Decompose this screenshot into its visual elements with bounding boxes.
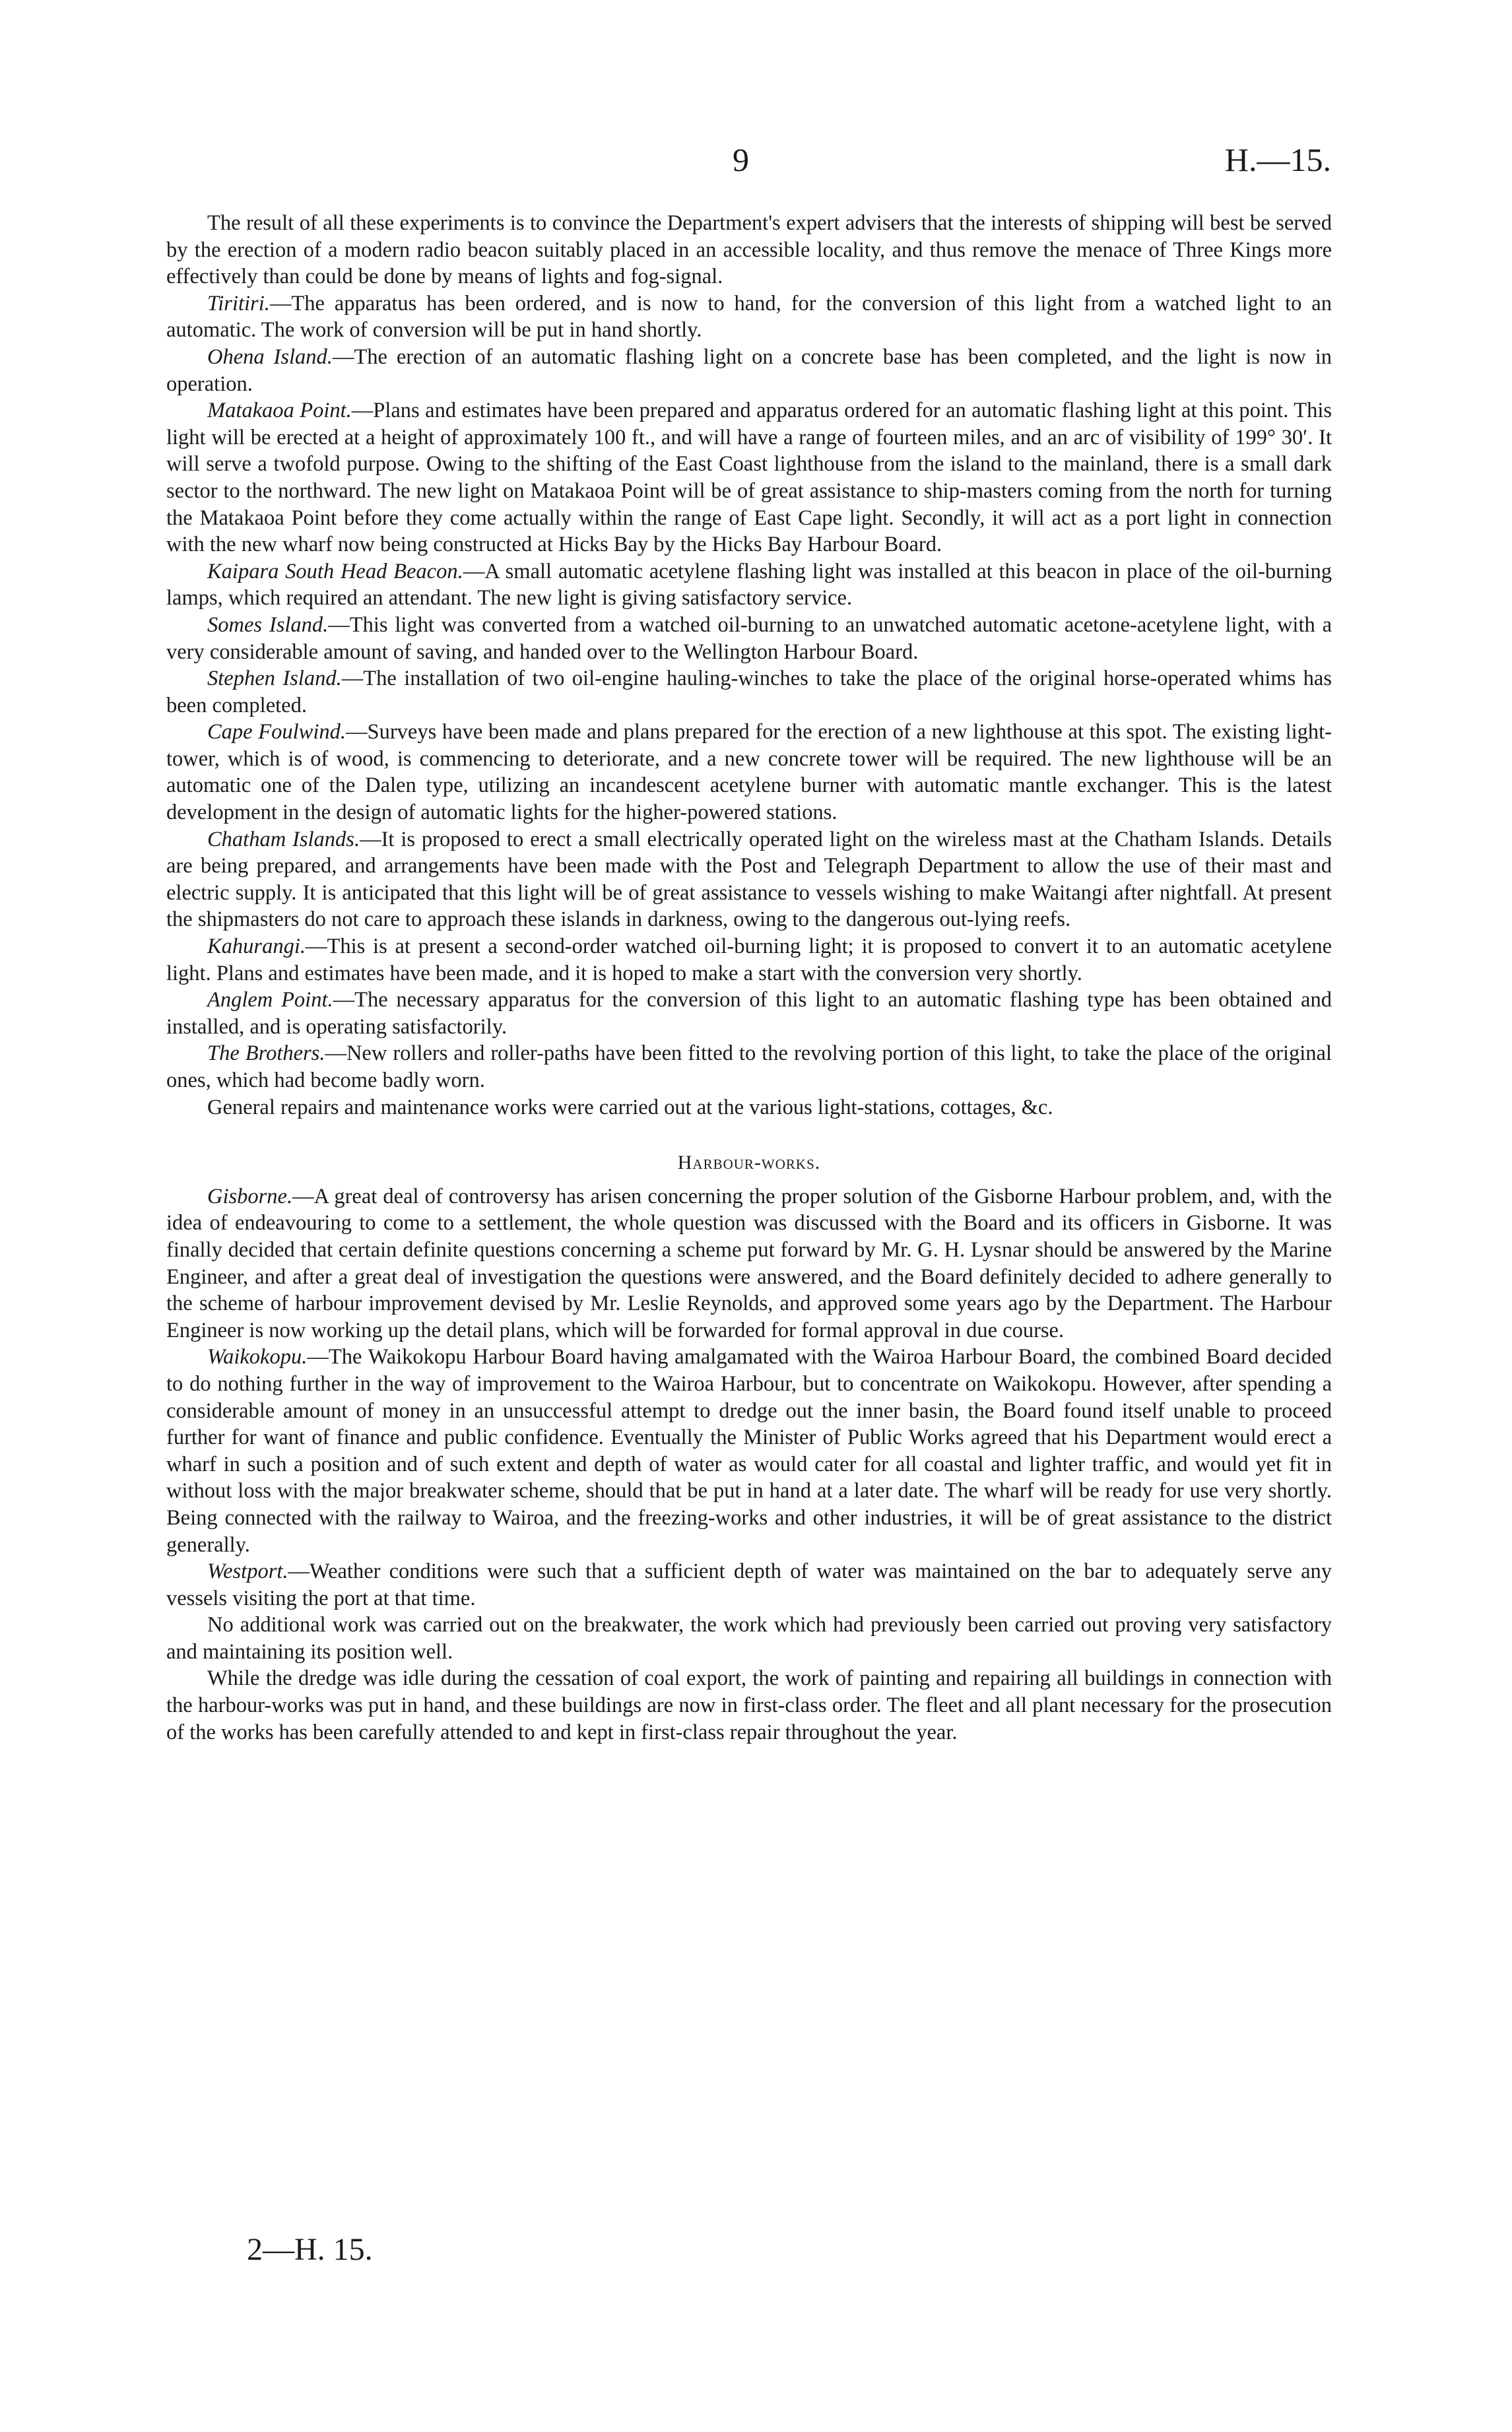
paragraph	[166, 1094, 1332, 1121]
paragraph-text: —A great deal of controversy has arisen concerning the proper solution of the Gisborne Harbour problem, and, with the idea of endeavouring to come to a settlement, the whole question was discussed with the Board and its officers in Gisborne. It was finally decided that certain definite questions concerning a scheme put forward by Mr. G. H. Lysnar should be answered by the Marine Engineer, and after a great deal of investigation the questions were answered, and the Board definitely decided to adhere generally to the scheme of harbour improvement devised by Mr. Leslie Reynolds, and approved some years ago by the Department. The Harbour Engineer is now working up the detail plans, which will be forwarded for formal approval in due course.	[166, 1184, 1332, 1342]
paragraph	[166, 1665, 1332, 1746]
paragraph-lead: Somes Island.	[207, 612, 329, 637]
paragraph-lead: Matakaoa Point.	[207, 399, 352, 423]
paragraph-text: While the dredge was idle during the cessation of coal export, the work of painting and repairing all buildings in connection with the harbour-works was put in hand, and these buildings are now in first-class order. The fleet and all plant necessary for the prosecution of the works has been carefully attended to and kept in first-class repair throughout the year.	[166, 1666, 1332, 1744]
paragraph-lead: Anglem Point.	[207, 988, 333, 1012]
paragraph-lead: Tiritiri.	[207, 291, 270, 315]
paragraph-text: —It is proposed to erect a small electrically operated light on the wireless mast at the Chatham Islands. Details are being prepared, and arrangements have been made with the Post and Telegraph Department to allow the use of their mast and electric supply. It is anticipated that this light will be of great assistance to vessels wishing to make Waitangi after nightfall. At present the shipmasters do not care to approach these islands in darkness, owing to the dangerous out-lying reefs.	[166, 827, 1332, 932]
harbour-works-section	[166, 1183, 1332, 1746]
paragraph	[166, 558, 1332, 612]
paragraph	[166, 612, 1332, 665]
paragraph-lead: Ohena Island.	[207, 345, 333, 369]
paragraph-text: No additional work was carried out on the breakwater, the work which had previously been carried out proving very satisfactory and maintaining its position well.	[166, 1613, 1332, 1664]
paragraph-text: —The Waikokopu Harbour Board having amalgamated with the Wairoa Harbour Board, the combined Board decided to do nothing further in the way of improvement to the Wairoa Harbour, but to concentrate on Waikokopu. However, after spending a considerable amount of money in an unsuccessful attempt to dredge out the inner basin, the Board found itself unable to proceed further for want of finance and public confidence. Eventually the Minister of Public Works agreed that his Department would erect a wharf in such a position and of such extent and depth of water as would cater for all coastal and lighter traffic, and would yet fit in without loss with the major breakwater scheme, should that be put in hand at a later date. The wharf will be ready for use very shortly. Being connected with the railway to Wairoa, and the freezing-works and other industries, it will be of great assistance to the district generally.	[166, 1345, 1332, 1557]
paragraph-text: —The installation of two oil-engine hauling-winches to take the place of the original horse-operated whims has been completed.	[166, 667, 1332, 717]
paragraph	[166, 1183, 1332, 1344]
paragraph-text: —The erection of an automatic flashing light on a concrete base has been completed, and the light is now in operation.	[166, 345, 1332, 396]
paragraph-lead: Waikokopu.	[207, 1345, 308, 1369]
paragraph-lead: Gisborne.	[207, 1184, 293, 1208]
paragraph	[166, 1612, 1332, 1665]
page-footer: 2—H. 15.	[247, 2232, 373, 2267]
paragraph-text: —The apparatus has been ordered, and is now to hand, for the conversion of this light from a watched light to an automatic. The work of conversion will be put in hand shortly.	[166, 291, 1332, 343]
paragraph	[166, 933, 1332, 987]
paragraph	[166, 719, 1332, 826]
paragraph-lead: Westport.	[207, 1560, 288, 1584]
paragraph-text: —This light was converted from a watched oil-burning to an unwatched automatic acetone-acetylene light, with a very considerable amount of saving, and handed over to the Wellington Harbour Board.	[166, 612, 1332, 664]
document-reference: H.—15.	[1224, 141, 1331, 178]
paragraph-text: —This is at present a second-order watched oil-burning light; it is proposed to convert it to an automatic acetylene light. Plans and estimates have been made, and it is hoped to make a start with the conversion very shortly.	[166, 935, 1332, 985]
paragraph	[166, 826, 1332, 933]
paragraph-lead: Kahurangi.	[207, 935, 306, 959]
paragraph-text: —A small automatic acetylene flashing light was installed at this beacon in place of the oil-burning lamps, which required an attendant. The new light is giving satisfactory service.	[166, 559, 1332, 610]
paragraph-text: The result of all these experiments is to convince the Department's expert advisers that the interests of shipping will best be served by the erection of a modern radio beacon suitably placed in an accessible locality, and thus remove the menace of Three Kings more effectively than could be done by means of lights and fog-signal.	[166, 211, 1332, 289]
paragraph	[166, 344, 1332, 397]
paragraph-lead: The Brothers.	[207, 1041, 325, 1066]
paragraph-lead: Kaipara South Head Beacon.	[207, 559, 463, 583]
paragraph-text: General repairs and maintenance works were carried out at the various light-stations, cottages, &c.	[207, 1095, 1053, 1119]
paragraph-lead: Stephen Island.	[207, 667, 342, 691]
paragraph-text: —The necessary apparatus for the conversion of this light to an automatic flashing type has been obtained and installed, and is operating satisfactorily.	[166, 988, 1332, 1039]
paragraph-lead: Chatham Islands.	[207, 827, 360, 851]
body-text	[166, 210, 1332, 1746]
paragraph	[166, 210, 1332, 290]
paragraph	[166, 1558, 1332, 1612]
paragraph	[166, 665, 1332, 719]
paragraph	[166, 1344, 1332, 1558]
lighthouse-section	[166, 210, 1332, 1121]
paragraph	[166, 397, 1332, 558]
page-number: 9	[733, 141, 749, 178]
paragraph	[166, 290, 1332, 344]
paragraph-lead: Cape Foulwind.	[207, 720, 346, 744]
paragraph-text: —Weather conditions were such that a sufficient depth of water was maintained on the bar to adequately serve any vessels visiting the port at that time.	[166, 1560, 1332, 1610]
paragraph	[166, 987, 1332, 1040]
paragraph-text: —New rollers and roller-paths have been fitted to the revolving portion of this light, to take the place of the original ones, which had become badly worn.	[166, 1041, 1332, 1092]
paragraph-text: —Plans and estimates have been prepared and apparatus ordered for an automatic flashing light at this point. This light will be erected at a height of approximately 100 ft., and will have a range of fourteen miles, and an arc of visibility of 199° 30′. It will serve a twofold purpose. Owing to the shifting of the East Coast lighthouse from the island to the mainland, there is a small dark sector to the northward. The new light on Matakaoa Point will be of great assistance to ship-masters coming from the north for turning the Matakaoa Point before they come actually within the range of East Cape light. Secondly, it will act as a port light in connection with the new wharf now being constructed at Hicks Bay by the Hicks Bay Harbour Board.	[166, 399, 1332, 557]
paragraph	[166, 1040, 1332, 1094]
paragraph-text: —Surveys have been made and plans prepared for the erection of a new lighthouse at this spot. The existing light-tower, which is of wood, is commencing to deteriorate, and a new concrete tower will be required. The new lighthouse will be an automatic one of the Dalen type, utilizing an incandescent acetylene burner with automatic mantle exchanger. This is the latest development in the design of automatic lights for the higher-powered stations.	[166, 720, 1332, 825]
section-heading: Harbour-works.	[677, 1152, 821, 1174]
